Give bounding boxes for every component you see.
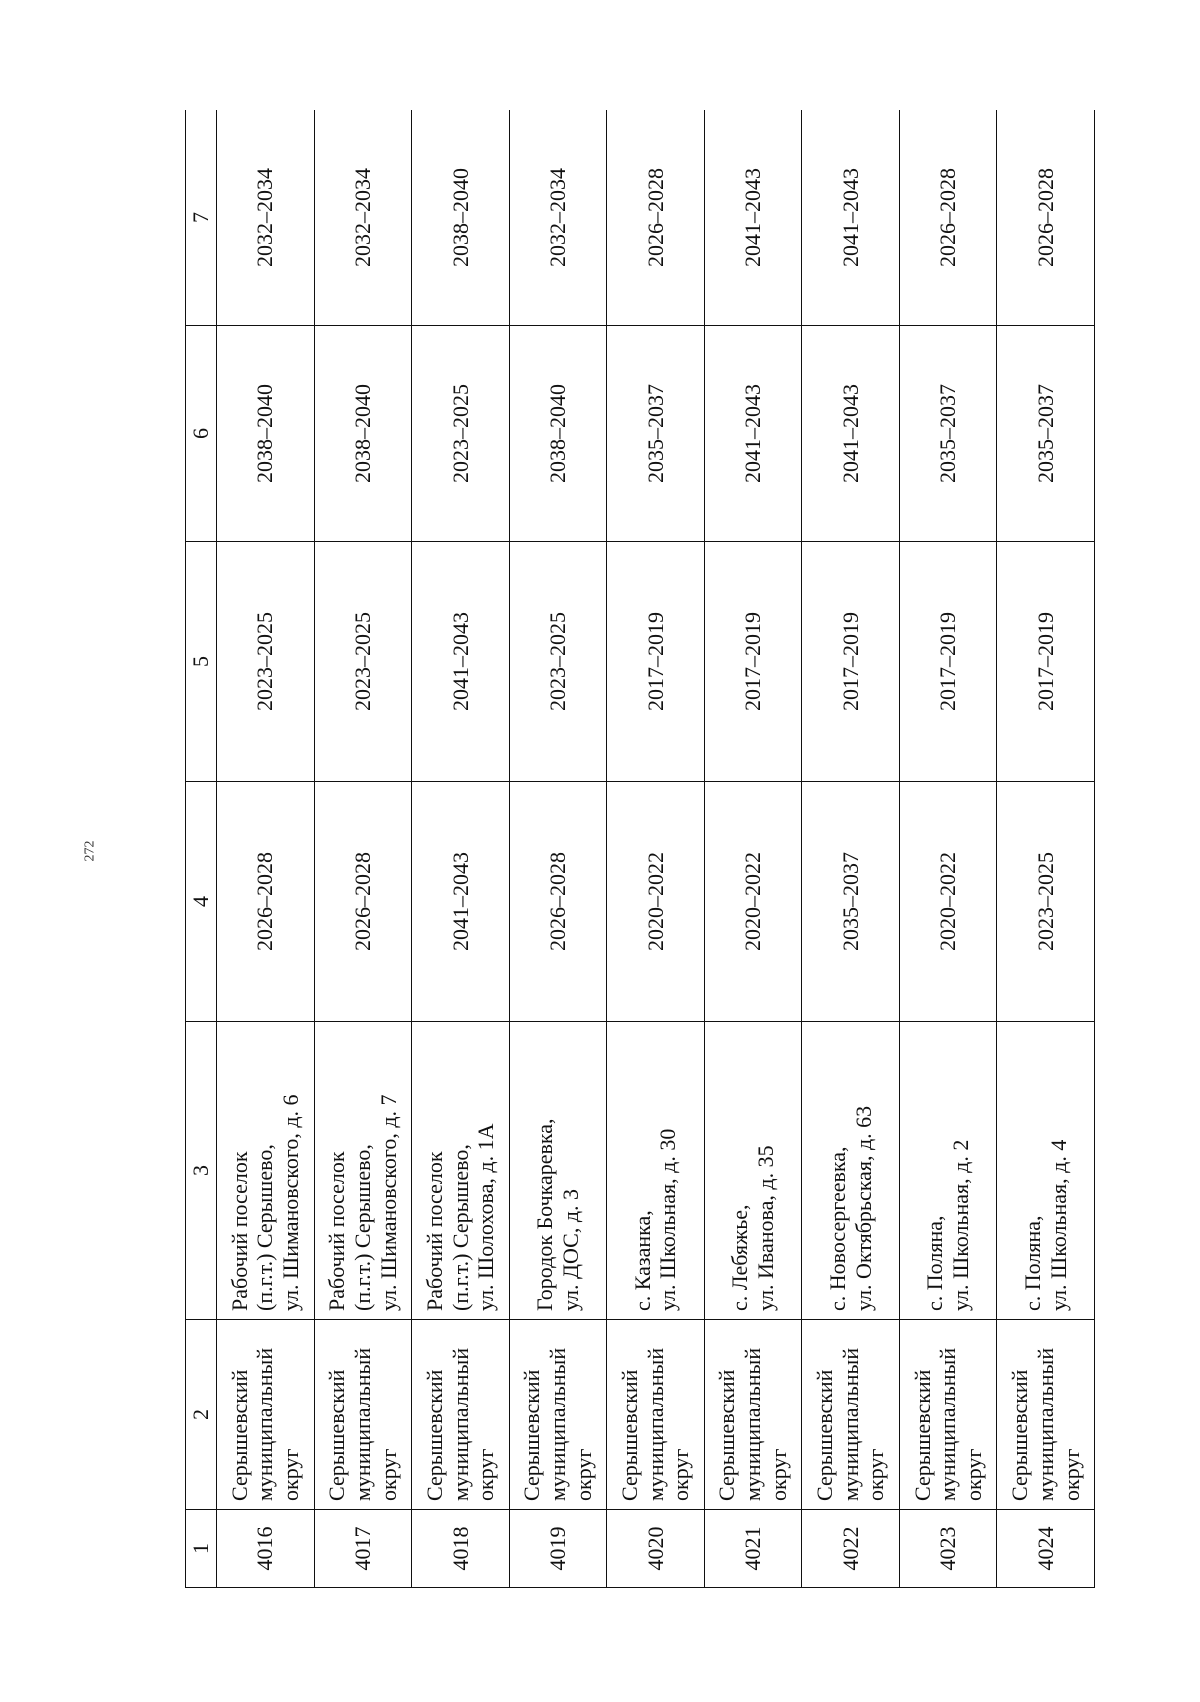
cell-district [412,1320,510,1510]
text-line: округ [570,1448,596,1501]
text-line: с. Поляна, [922,1215,948,1311]
cell-col6: 2035–2037 [997,326,1095,542]
cell-address [704,1022,802,1320]
text-line: округ [960,1448,986,1501]
cell-col6: 2023–2025 [412,326,510,542]
text-line: Рабочий поселок [421,1151,447,1311]
text-line: Серышевский [1007,1369,1033,1501]
text-line: муниципальный [447,1347,473,1501]
text-line: округ [668,1448,694,1501]
cell-col5: 2023–2025 [314,542,412,782]
text-line: (п.г.т.) Серышево, [349,1144,375,1311]
cell-col7: 2038–2040 [412,110,510,326]
column-header: 7 [186,110,217,326]
table-row [509,110,607,1588]
column-header: 6 [186,326,217,542]
cell-col7: 2041–2043 [802,110,900,326]
text-line: Городок Бочкаревка, [532,1118,558,1311]
cell-col5: 2017–2019 [607,542,705,782]
cell-number: 4018 [412,1510,510,1588]
text-line: Серышевский [714,1369,740,1501]
cell-col7: 2026–2028 [899,110,997,326]
table-row [997,110,1095,1588]
text-line: ул. Шимановского, д. 7 [375,1094,401,1311]
cell-col4: 2020–2022 [899,782,997,1022]
cell-col4: 2026–2028 [314,782,412,1022]
cell-district [314,1320,412,1510]
column-header: 2 [186,1320,217,1510]
text-line: муниципальный [935,1347,961,1501]
cell-col4: 2041–2043 [412,782,510,1022]
text-line: ул. Школьная, д. 4 [1045,1139,1071,1311]
cell-col7: 2032–2034 [217,110,315,326]
cell-col7: 2032–2034 [509,110,607,326]
table-row [217,110,315,1588]
text-line: муниципальный [837,1347,863,1501]
text-line: муниципальный [740,1347,766,1501]
text-line: округ [863,1448,889,1501]
text-line: ул. Октябрьская, д. 63 [850,1105,876,1311]
text-line: Серышевский [226,1369,252,1501]
text-line: Серышевский [811,1369,837,1501]
cell-district [509,1320,607,1510]
cell-col5: 2023–2025 [217,542,315,782]
cell-col6: 2041–2043 [704,326,802,542]
cell-number: 4017 [314,1510,412,1588]
text-line: муниципальный [349,1347,375,1501]
text-line: Серышевский [324,1369,350,1501]
cell-col6: 2041–2043 [802,326,900,542]
cell-number: 4016 [217,1510,315,1588]
column-header: 4 [186,782,217,1022]
text-line: округ [278,1448,304,1501]
table-area [185,110,1095,1588]
text-line: ул. Школьная, д. 2 [948,1139,974,1311]
cell-col7: 2026–2028 [997,110,1095,326]
cell-col5: 2041–2043 [412,542,510,782]
column-header: 5 [186,542,217,782]
text-line: округ [473,1448,499,1501]
column-header: 3 [186,1022,217,1320]
cell-col6: 2038–2040 [509,326,607,542]
page-number: 272 [82,840,98,862]
text-line: (п.г.т.) Серышево, [447,1144,473,1311]
cell-col6: 2035–2037 [899,326,997,542]
text-line: с. Казанка, [629,1210,655,1311]
cell-number: 4023 [899,1510,997,1588]
cell-col7: 2032–2034 [314,110,412,326]
text-line: Серышевский [421,1369,447,1501]
cell-col4: 2026–2028 [509,782,607,1022]
cell-col4: 2023–2025 [997,782,1095,1022]
cell-number: 4024 [997,1510,1095,1588]
cell-col6: 2038–2040 [314,326,412,542]
cell-address [314,1022,412,1320]
table-row [704,110,802,1588]
cell-col7: 2026–2028 [607,110,705,326]
text-line: муниципальный [1032,1347,1058,1501]
cell-col4: 2035–2037 [802,782,900,1022]
cell-col5: 2017–2019 [704,542,802,782]
text-line: Серышевский [616,1369,642,1501]
cell-number: 4020 [607,1510,705,1588]
cell-col4: 2026–2028 [217,782,315,1022]
cell-number: 4021 [704,1510,802,1588]
cell-district [704,1320,802,1510]
cell-address [607,1022,705,1320]
cell-district [997,1320,1095,1510]
text-line: Серышевский [909,1369,935,1501]
cell-district [217,1320,315,1510]
cell-number: 4022 [802,1510,900,1588]
table-row [802,110,900,1588]
cell-col5: 2017–2019 [997,542,1095,782]
text-line: Рабочий поселок [324,1151,350,1311]
cell-col7: 2041–2043 [704,110,802,326]
text-line: ул. Шолохова, д. 1А [473,1123,499,1311]
column-header: 1 [186,1510,217,1588]
cell-address [997,1022,1095,1320]
cell-address [509,1022,607,1320]
text-line: муниципальный [642,1347,668,1501]
text-line: округ [375,1448,401,1501]
cell-district [899,1320,997,1510]
text-line: Рабочий поселок [226,1151,252,1311]
cell-col6: 2035–2037 [607,326,705,542]
text-line: ул. Иванова, д. 35 [753,1145,778,1311]
text-line: с. Поляна, [1019,1215,1045,1311]
text-line: с. Лебяжье, [727,1204,753,1311]
schedule-table [185,110,1095,1588]
text-line: муниципальный [545,1347,571,1501]
cell-col4: 2020–2022 [704,782,802,1022]
cell-district [607,1320,705,1510]
text-line: ул. ДОС, д. 3 [557,1188,583,1311]
cell-address [802,1022,900,1320]
table-row [607,110,705,1588]
cell-col5: 2017–2019 [802,542,900,782]
cell-col4: 2020–2022 [607,782,705,1022]
text-line: с. Новосергеевка, [824,1146,850,1311]
table-row [314,110,412,1588]
text-line: округ [1058,1448,1084,1501]
cell-col5: 2023–2025 [509,542,607,782]
rotated-table-wrapper [185,110,1095,1588]
cell-number: 4019 [509,1510,607,1588]
cell-address [899,1022,997,1320]
text-line: ул. Школьная, д. 30 [655,1128,681,1311]
cell-address [412,1022,510,1320]
text-line: (п.г.т.) Серышево, [252,1144,278,1311]
cell-address [217,1022,315,1320]
text-line: муниципальный [252,1347,278,1501]
text-line: округ [765,1448,791,1501]
table-row [899,110,997,1588]
cell-col5: 2017–2019 [899,542,997,782]
text-line: Серышевский [519,1369,545,1501]
cell-district [802,1320,900,1510]
table-row [412,110,510,1588]
header-row [186,110,217,1588]
text-line: ул. Шимановского, д. 6 [278,1094,304,1311]
cell-col6: 2038–2040 [217,326,315,542]
